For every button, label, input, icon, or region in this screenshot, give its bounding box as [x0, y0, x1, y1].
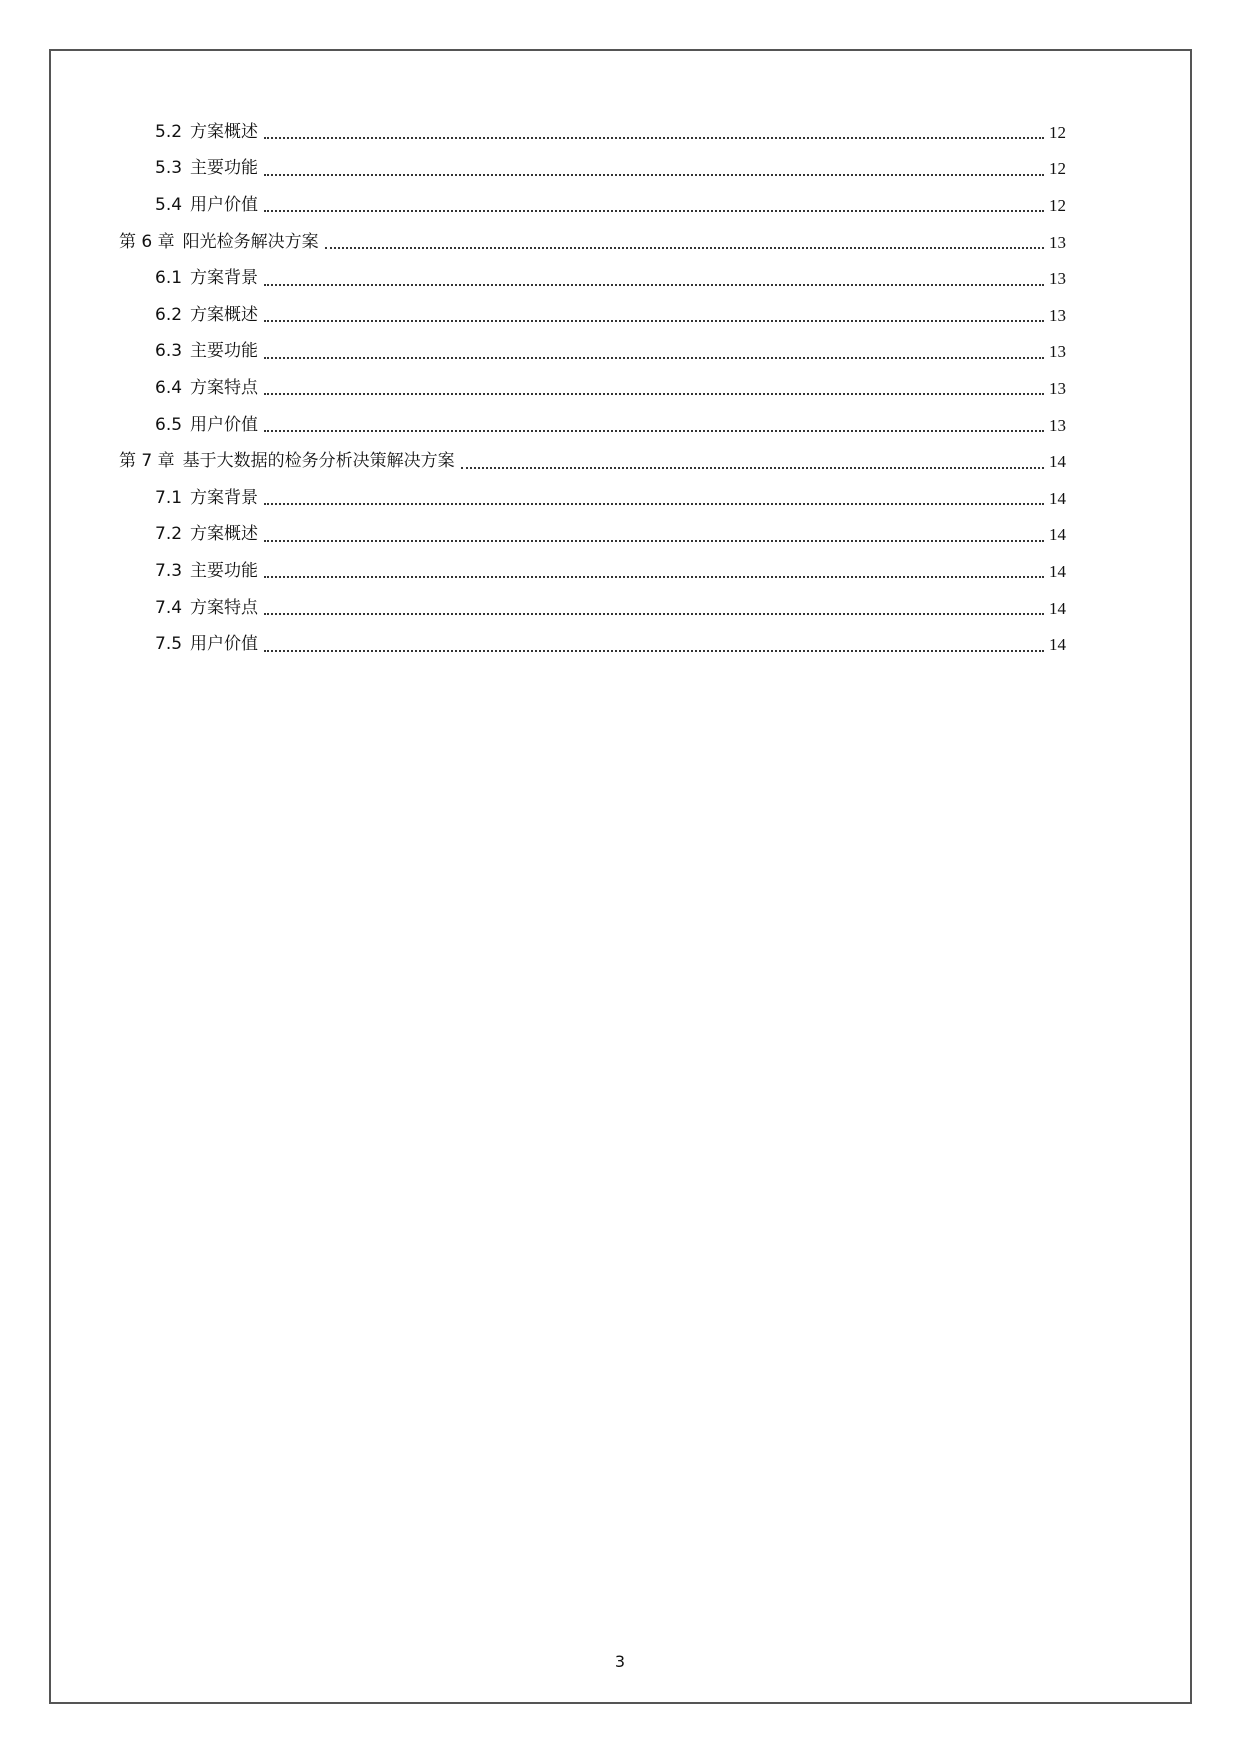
toc-entry-chapter-7[interactable]	[119, 443, 1066, 480]
toc-entry-number: 6.4	[155, 377, 183, 398]
toc-entry-page: 13	[1049, 342, 1066, 362]
toc-entry-page: 13	[1049, 269, 1066, 289]
toc-entry-number: 5.4	[155, 194, 183, 215]
toc-entry-7-1[interactable]	[119, 480, 1066, 517]
toc-dot-leader	[264, 540, 1044, 542]
toc-entry-chapter-6[interactable]	[119, 224, 1066, 261]
toc-entry-5-3[interactable]	[119, 151, 1066, 188]
toc-entry-6-4[interactable]	[119, 370, 1066, 407]
toc-entry-number: 7.1	[155, 487, 183, 508]
toc-entry-number: 第 6 章	[119, 231, 175, 252]
toc-entry-page: 14	[1049, 452, 1066, 472]
toc-entry-6-5[interactable]	[119, 407, 1066, 444]
toc-entry-number: 6.2	[155, 304, 183, 325]
toc-dot-leader	[264, 357, 1044, 359]
toc-entry-title: 主要功能	[190, 158, 259, 179]
toc-entry-number: 5.2	[155, 121, 183, 142]
toc-entry-number: 6.5	[155, 414, 183, 435]
toc-dot-leader	[264, 503, 1044, 505]
table-of-contents	[119, 114, 1066, 663]
toc-entry-title: 用户价值	[190, 414, 259, 435]
toc-entry-title: 基于大数据的检务分析决策解决方案	[182, 451, 455, 472]
toc-entry-page: 13	[1049, 232, 1066, 252]
toc-entry-title: 用户价值	[190, 194, 259, 215]
toc-dot-leader	[264, 576, 1044, 578]
toc-dot-leader	[264, 430, 1044, 432]
toc-entry-page: 13	[1049, 305, 1066, 325]
toc-entry-page: 12	[1049, 195, 1066, 215]
toc-entry-title: 方案特点	[190, 377, 259, 398]
toc-dot-leader	[264, 174, 1044, 176]
toc-entry-number: 6.3	[155, 341, 183, 362]
toc-entry-5-4[interactable]	[119, 187, 1066, 224]
toc-entry-title: 方案概述	[190, 121, 259, 142]
toc-entry-number: 7.4	[155, 597, 183, 618]
toc-entry-page: 14	[1049, 561, 1066, 581]
toc-entry-7-2[interactable]	[119, 517, 1066, 554]
toc-dot-leader	[325, 247, 1044, 249]
toc-dot-leader	[264, 650, 1044, 652]
toc-entry-page: 12	[1049, 159, 1066, 179]
toc-dot-leader	[264, 320, 1044, 322]
toc-entry-title: 方案概述	[190, 524, 259, 545]
toc-entry-page: 14	[1049, 488, 1066, 508]
toc-entry-6-1[interactable]	[119, 260, 1066, 297]
toc-entry-title: 阳光检务解决方案	[182, 231, 319, 252]
toc-dot-leader	[264, 210, 1044, 212]
toc-dot-leader	[264, 393, 1044, 395]
toc-entry-title: 主要功能	[190, 341, 259, 362]
toc-entry-6-2[interactable]	[119, 297, 1066, 334]
toc-entry-page: 13	[1049, 378, 1066, 398]
toc-entry-number: 6.1	[155, 268, 183, 289]
toc-entry-page: 14	[1049, 598, 1066, 618]
toc-dot-leader	[264, 137, 1044, 139]
toc-entry-title: 方案概述	[190, 304, 259, 325]
toc-entry-7-5[interactable]	[119, 626, 1066, 663]
page-number: 3	[614, 1652, 626, 1671]
toc-entry-6-3[interactable]	[119, 334, 1066, 371]
toc-entry-title: 方案背景	[190, 268, 259, 289]
toc-entry-page: 13	[1049, 415, 1066, 435]
toc-entry-title: 主要功能	[190, 560, 259, 581]
toc-dot-leader	[264, 613, 1044, 615]
toc-entry-page: 14	[1049, 635, 1066, 655]
toc-entry-number: 7.5	[155, 634, 183, 655]
toc-entry-number: 5.3	[155, 158, 183, 179]
toc-dot-leader	[461, 467, 1044, 469]
toc-entry-number: 第 7 章	[119, 451, 175, 472]
toc-entry-title: 方案背景	[190, 487, 259, 508]
toc-entry-number: 7.3	[155, 560, 183, 581]
toc-entry-title: 方案特点	[190, 597, 259, 618]
toc-entry-7-4[interactable]	[119, 590, 1066, 627]
toc-entry-number: 7.2	[155, 524, 183, 545]
toc-entry-title: 用户价值	[190, 634, 259, 655]
toc-entry-page: 12	[1049, 122, 1066, 142]
toc-dot-leader	[264, 284, 1044, 286]
toc-entry-5-2[interactable]	[119, 114, 1066, 151]
toc-entry-page: 14	[1049, 525, 1066, 545]
toc-entry-7-3[interactable]	[119, 553, 1066, 590]
